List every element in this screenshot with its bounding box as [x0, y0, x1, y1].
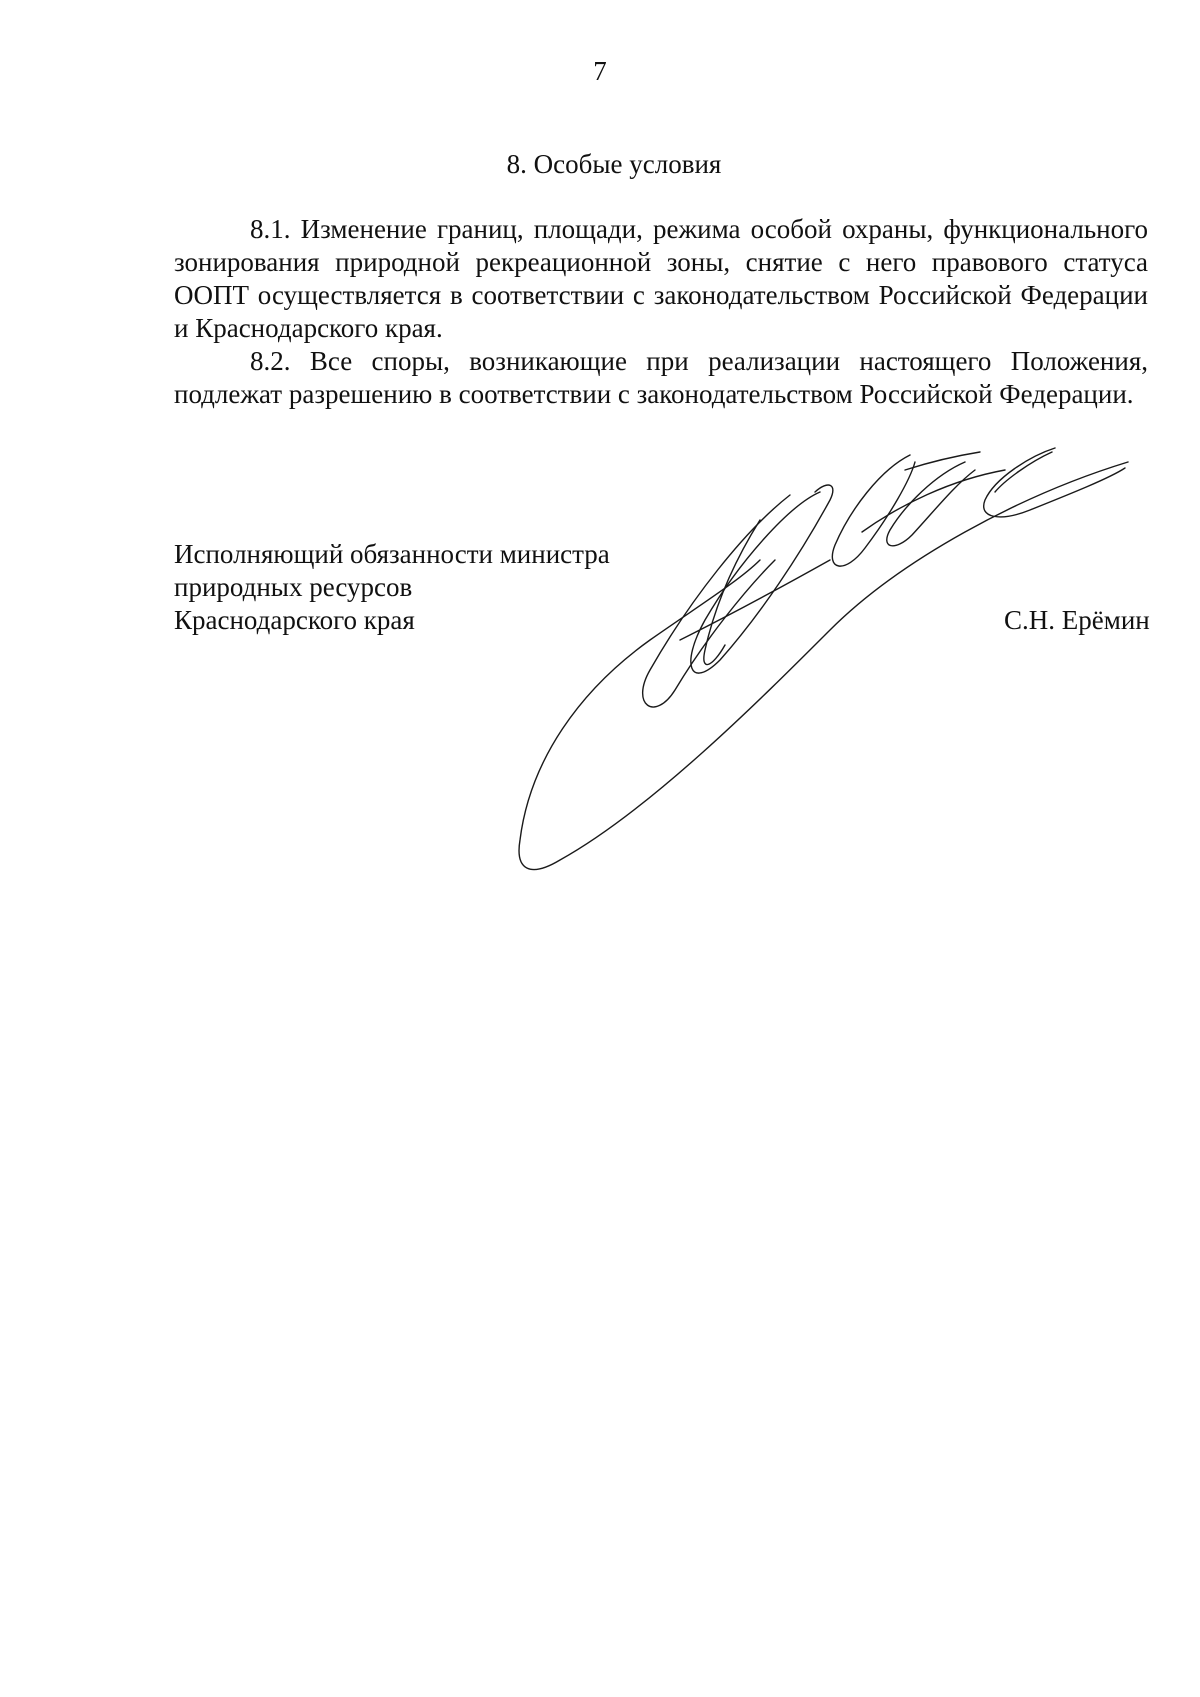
signature-stroke — [995, 452, 1052, 492]
signature-stroke — [887, 462, 975, 546]
signatory-position-line: Исполняющий обязанности министра — [174, 539, 610, 569]
signature-stroke — [704, 520, 760, 665]
section-title: 8. Особые условия — [506, 149, 722, 179]
signatory-position-line: природных ресурсов — [174, 572, 413, 602]
signatory-position-line: Краснодарского края — [174, 605, 415, 635]
signature-stroke — [643, 495, 790, 707]
signature-stroke — [680, 560, 830, 640]
signature-stroke — [691, 485, 833, 673]
section-body — [174, 213, 1148, 411]
signature-stroke — [519, 462, 1128, 870]
signature-stroke — [832, 455, 915, 566]
paragraph-8-1: 8.1. Изменение границ, площади, режима особой охраны, функционального зонирования природной рекреационной зоны, снятие с него правового статуса ООПТ осуществляется в соответствии с законодательством Российской Федерации и Краснодарского края. — [174, 214, 1148, 343]
signature-stroke — [862, 470, 1005, 532]
signature-stroke — [905, 452, 980, 470]
signatory-position — [174, 538, 610, 637]
page-number: 7 — [593, 56, 607, 86]
paragraph-8-2: 8.2. Все споры, возникающие при реализации настоящего Положения, подлежат разрешению в соответствии с законодательством Российской Федерации. — [174, 346, 1148, 409]
signature-stroke — [984, 448, 1125, 517]
signatory-name: С.Н. Ерёмин — [1004, 605, 1150, 635]
